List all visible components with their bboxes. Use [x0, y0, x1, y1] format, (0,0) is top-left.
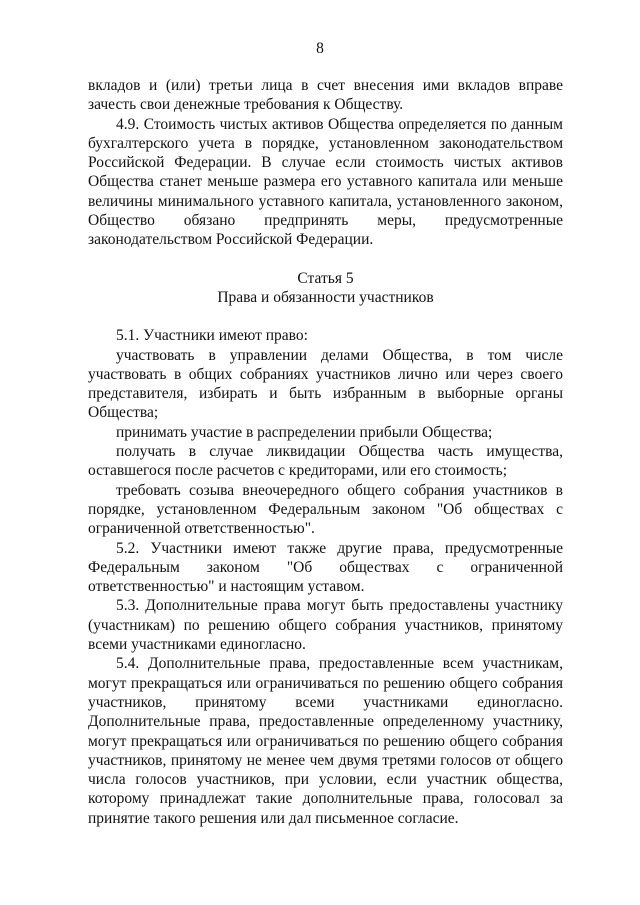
document-body [88, 76, 563, 828]
paragraph-5-1: 5.1. Участники имеют право: [116, 327, 308, 345]
section-gap [88, 307, 563, 326]
list-item-right-convene: требовать созыва внеочередного общего собрания участников в порядке, установленном Федеральным законом "Об обществах с ограниченной ответственностью". [88, 481, 563, 538]
list-item-right-liquidation: получать в случае ликвидации Общества часть имущества, оставшегося после расчетов с кредиторами, или его стоимость; [88, 443, 563, 480]
paragraph-4-9: 4.9. Стоимость чистых активов Общества определяется по данным бухгалтерского учета в порядке, установленном законодательством Российской Федерации. В случае если стоимость чистых активов Общества станет меньше размера его уставного капитала или меньше величины минимального уставного капитала, установленного законом, Общество обязано предпринять меры, предусмотренные законодательством Российской Федерации. [88, 115, 563, 249]
paragraph-5-3: 5.3. Дополнительные права могут быть предоставлены участнику (участникам) по решению общего собрания участников, принятому всеми участниками единогласно. [88, 597, 563, 654]
list-item-right-manage: участвовать в управлении делами Общества, в том числе участвовать в общих собраниях участников лично или через своего представителя, избирать и быть избранным в выборные органы Общества; [88, 346, 563, 422]
paragraph-continuation: вкладов и (или) третьи лица в счет внесения ими вкладов вправе зачесть свои денежные требования к Обществу. [88, 77, 563, 114]
article-title-heading: Права и обязанности участников [217, 288, 434, 306]
paragraph-5-4: 5.4. Дополнительные права, предоставленные всем участникам, могут прекращаться или ограничиваться по решению общего собрания участников, принятому всеми участниками единогласно. Дополнительные права, предоставленные определенному участнику, могут прекращаться или ограничиваться по решению общего собрания участников, принятому не менее чем двумя третями голосов от общего числа голосов участников, при условии, если участник общества, которому принадлежат такие дополнительные права, голосовал за принятие такого решения или дал письменное согласие. [88, 655, 563, 827]
article-number-heading: Статья 5 [297, 269, 354, 287]
page-number: 8 [316, 40, 324, 57]
section-gap [88, 250, 563, 269]
paragraph-5-2: 5.2. Участники имеют также другие права, предусмотренные Федеральным законом "Об обществах с ограниченной ответственностью" и настоящим уставом. [88, 539, 563, 596]
list-item-right-profit: принимать участие в распределении прибыли Общества; [116, 423, 493, 441]
